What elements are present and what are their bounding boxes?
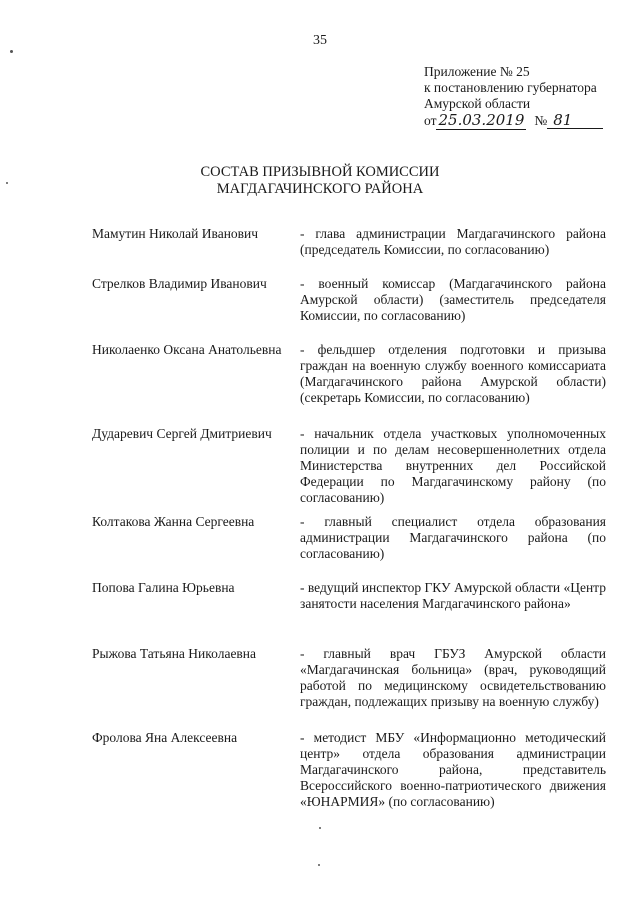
title-line-1: СОСТАВ ПРИЗЫВНОЙ КОМИССИИ xyxy=(200,164,440,180)
member-name: Рыжова Татьяна Николаевна xyxy=(92,646,257,661)
title-line-2: МАГДАГАЧИНСКОГО РАЙОНА xyxy=(216,181,424,197)
appendix-title: Приложение № 25 xyxy=(424,64,530,79)
member-name: Попова Галина Юрьевна xyxy=(92,580,235,595)
appendix-region: Амурской области xyxy=(424,96,531,111)
handwritten-number: 81 xyxy=(547,112,603,129)
page-number: 35 xyxy=(313,33,327,48)
appendix-block xyxy=(424,64,624,129)
member-role: - ведущий инспектор ГКУ Амурской области «Центр занятости населения Магдагачинского района» xyxy=(300,580,606,611)
member-role: - главный специалист отдела образования администрации Магдагачинского района (по согласованию) xyxy=(300,514,606,561)
member-role: - фельдшер отделения подготовки и призыва граждан на военную службу военного комиссариата (Магдагачинского района Амурской области) (секретарь Комиссии, по согласованию) xyxy=(300,342,606,405)
member-name: Николаенко Оксана Анатольевна xyxy=(92,342,282,357)
number-label: № xyxy=(534,113,548,128)
member-name: Фролова Яна Алексеевна xyxy=(92,730,238,745)
member-name: Дударевич Сергей Дмитриевич xyxy=(92,426,272,441)
scan-speck xyxy=(318,864,320,866)
member-role: - начальник отдела участковых уполномоченных полиции и по делам несовершеннолетних отдела Министерства внутренних дел Российской Федерации по Магдагачинскому району (по согласованию) xyxy=(300,426,606,505)
appendix-reference: к постановлению губернатора xyxy=(424,80,597,95)
member-name: Колтакова Жанна Сергеевна xyxy=(92,514,255,529)
member-role: - глава администрации Магдагачинского района (председатель Комиссии, по согласованию) xyxy=(300,226,606,257)
appendix-date-line xyxy=(424,112,624,129)
member-role: - главный врач ГБУЗ Амурской области «Магдагачинская больница» (врач, руководящий работой по медицинскому освидетельствованию граждан, подлежащих призыву на военную службу) xyxy=(300,646,606,709)
member-role: - военный комиссар (Магдагачинского района Амурской области) (заместитель председателя Комиссии, по согласованию) xyxy=(300,276,606,323)
document-title xyxy=(0,164,640,198)
date-prefix: от xyxy=(424,113,437,128)
member-name: Стрелков Владимир Иванович xyxy=(92,276,267,291)
handwritten-date: 25.03.2019 xyxy=(438,111,525,129)
scan-speck xyxy=(10,50,13,53)
member-name: Мамутин Николай Иванович xyxy=(92,226,259,241)
member-role: - методист МБУ «Информационно методический центр» отдела образования администрации Магдагачинского района, представитель Всероссийского военно-патриотического движения «ЮНАРМИЯ» (по согласованию) xyxy=(300,730,606,809)
scan-speck xyxy=(319,827,321,829)
